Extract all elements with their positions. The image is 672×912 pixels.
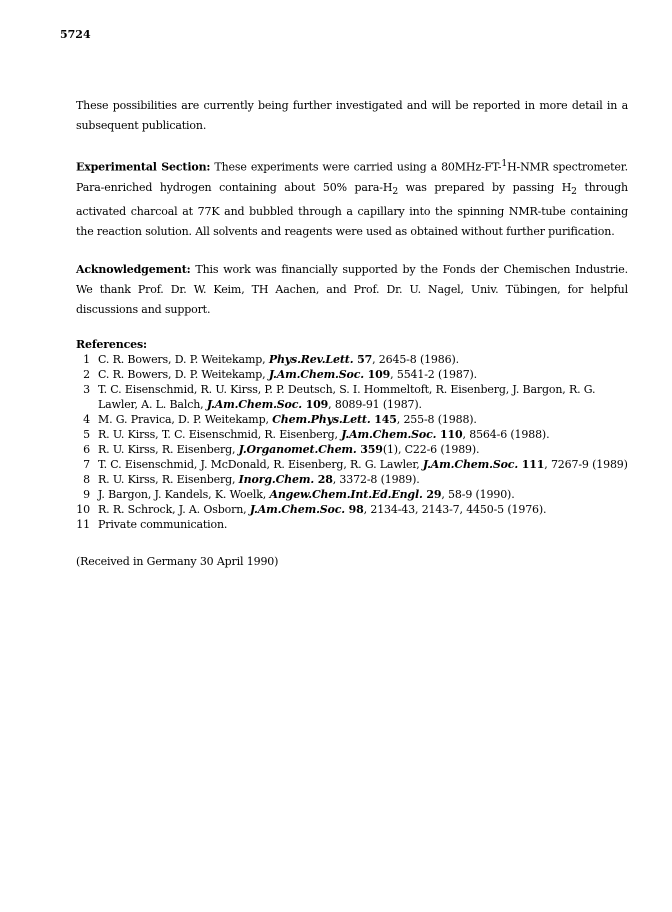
reference-number: 1 [83,352,90,366]
reference-number: 7 [83,457,90,471]
reference-journal: J.Am.Chem.Soc. [249,502,345,516]
reference-volume: 110 [436,427,463,441]
intro-paragraph: These possibilities are currently being further investigated and will be reported in more detail in a subsequent publication. [76,99,628,132]
reference-volume: 28 [314,472,333,486]
reference-volume: 98 [344,502,364,516]
reference-text [98,487,628,502]
reference-text [98,457,628,472]
reference-text [98,412,628,427]
reference-authors: R. U. Kirss, R. Eisenberg, [98,472,239,486]
reference-journal: J.Am.Chem.Soc. [422,457,519,471]
reference-text [98,472,628,487]
reference-item [76,472,628,487]
reference-pages: , 3372-8 (1989). [332,472,420,486]
reference-journal: J.Am.Chem.Soc. [341,427,437,441]
reference-authors: R. U. Kirss, R. Eisenberg, [98,442,239,456]
reference-authors: T. C. Eisenschmid, R. U. Kirss, P. P. Deutsch, S. I. Hommeltoft, R. Eisenberg, J. Bargon, R. G. Lawler, A. L. Balch, [98,382,596,411]
reference-item [76,517,628,532]
references-section [76,338,628,532]
page-number: 5724 [60,28,91,41]
reference-number: 2 [83,367,90,381]
reference-pages: , 7267-9 (1989) [544,457,628,471]
reference-pages: , 5541-2 (1987). [390,367,478,381]
reference-number: 9 [83,487,90,501]
reference-text [98,427,628,442]
reference-authors: R. R. Schrock, J. A. Osborn, [98,502,250,516]
experimental-section-heading: Experimental Section: [76,160,211,174]
reference-journal: J.Am.Chem.Soc. [268,367,364,381]
reference-pages: , 8564-6 (1988). [462,427,550,441]
reference-pages: (1), C22-6 (1989). [382,442,480,456]
reference-number: 6 [83,442,90,456]
reference-authors: T. C. Eisenschmid, J. McDonald, R. Eisenberg, R. G. Lawler, [98,457,423,471]
reference-text [98,352,628,367]
article-body [76,96,628,570]
reference-authors: C. R. Bowers, D. P. Weitekamp, [98,352,269,366]
reference-item [76,382,628,412]
reference-text [98,382,628,412]
reference-journal: Inorg.Chem. [238,472,315,486]
reference-text [98,442,628,457]
reference-pages: , 58-9 (1990). [441,487,515,501]
reference-item [76,442,628,457]
reference-pages: , 8089-91 (1987). [328,397,422,411]
reference-item [76,457,628,472]
reference-journal: Angew.Chem.Int.Ed.Engl. [269,487,423,501]
reference-pages: , 2134-43, 2143-7, 4450-5 (1976). [363,502,547,516]
reference-item [76,367,628,382]
reference-number: 3 [83,382,90,396]
reference-item [76,427,628,442]
reference-item [76,487,628,502]
reference-text [98,367,628,382]
reference-text [98,517,628,532]
reference-number: 5 [83,427,90,441]
reference-volume: 359 [356,442,383,456]
reference-volume: 111 [518,457,545,471]
reference-item [76,352,628,367]
reference-pages: , 255-8 (1988). [396,412,477,426]
reference-number: 4 [83,412,90,426]
reference-journal: Chem.Phys.Lett. [272,412,371,426]
reference-pages: , 2645-8 (1986). [372,352,459,366]
reference-journal: Phys.Rev.Lett. [268,352,354,366]
reference-item [76,502,628,517]
acknowledgement-heading: Acknowledgement: [76,262,191,276]
reference-authors: M. G. Pravica, D. P. Weitekamp, [98,412,273,426]
reference-authors: R. U. Kirss, T. C. Eisenschmid, R. Eisenberg, [98,427,342,441]
reference-authors: C. R. Bowers, D. P. Weitekamp, [98,367,269,381]
reference-volume: 109 [363,367,391,381]
experimental-section-paragraph: Experimental Section: These experiments were carried using a 80MHz-FT-$^1$H-NMR spectrometer. Para-enriched hydrogen containing about 50% para-$H_2$ was prepared by passing $H_2$ through activated charcoal at 77K and bubbled through a capillary into the spinning NMR-tube containing the reaction solution. All solvents and reagents were used as obtained without further purification. [76,158,628,238]
reference-number: 10 [76,502,90,516]
reference-authors: J. Bargon, J. Kandels, K. Woelk, [98,487,270,501]
reference-volume: 145 [370,412,397,426]
reference-volume: 29 [422,487,442,501]
reference-journal: J.Organomet.Chem. [238,442,357,456]
reference-journal: J.Am.Chem.Soc. [206,397,302,411]
reference-item [76,412,628,427]
acknowledgement-paragraph: Acknowledgement: This work was financially supported by the Fonds der Chemischen Industrie. We thank Prof. Dr. W. Keim, TH Aachen, and Prof. Dr. U. Nagel, Univ. Tübingen, for helpful discussions and support. [76,262,628,316]
reference-text [98,502,628,517]
reference-number: 11 [76,517,90,531]
reference-number: 8 [83,472,90,486]
reference-authors: Private communication. [98,517,228,531]
received-date: (Received in Germany 30 April 1990) [76,554,279,568]
references-list [76,352,628,532]
reference-volume: 109 [301,397,329,411]
reference-volume: 57 [353,352,373,366]
references-heading: References: [76,337,147,351]
